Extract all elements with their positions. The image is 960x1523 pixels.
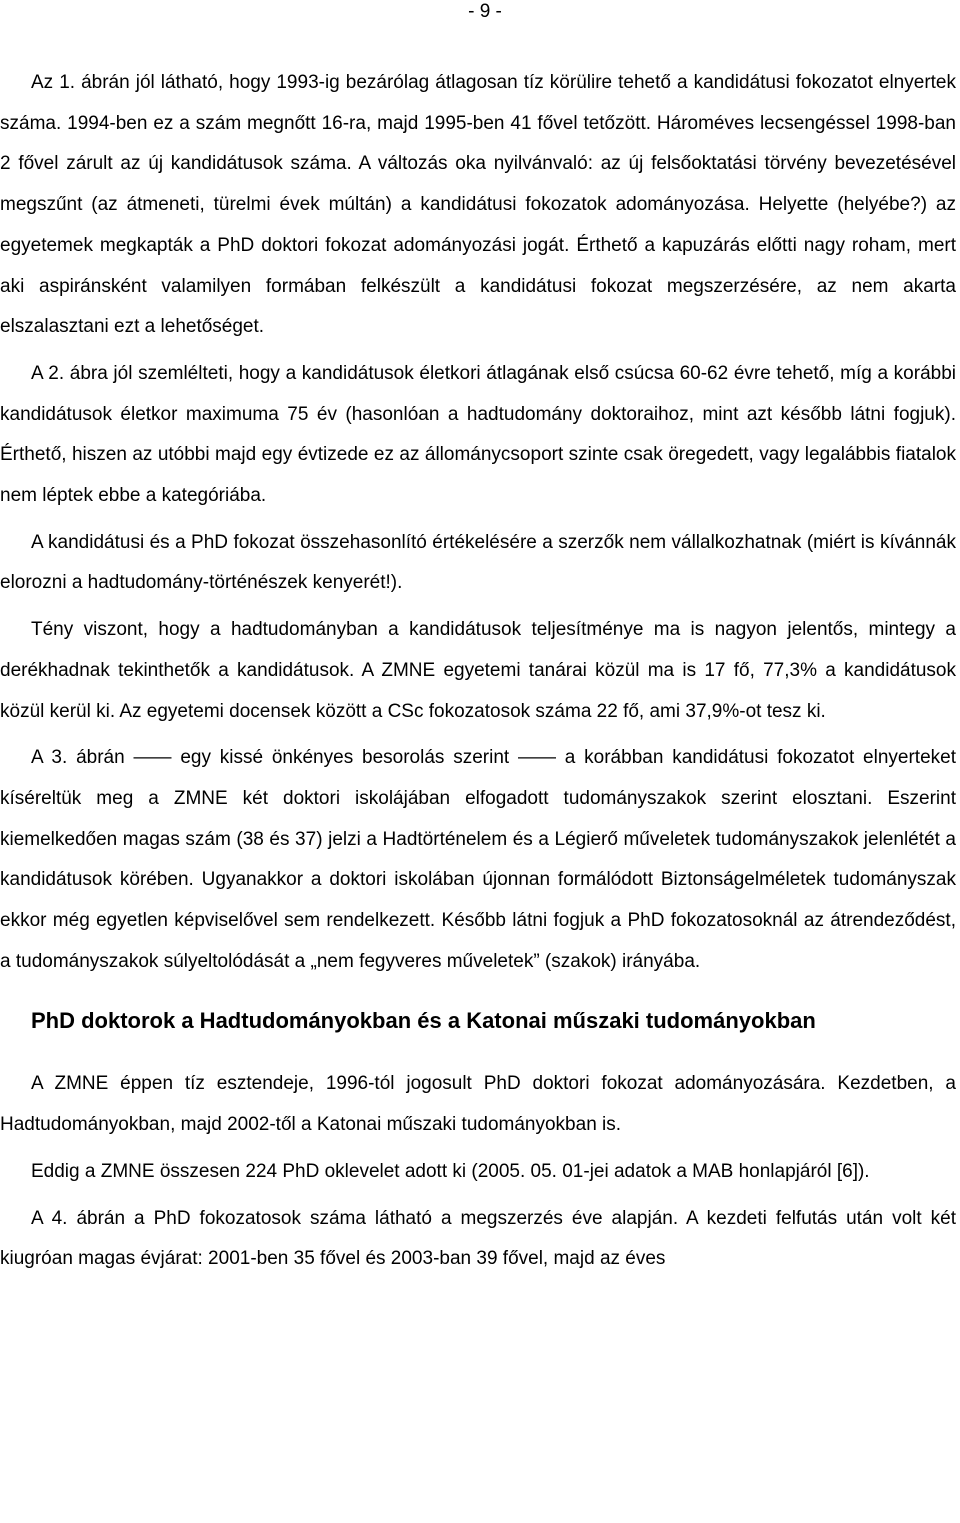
paragraph-5: A 3. ábrán —— egy kissé önkényes besorolás szerint —— a korábban kandidátusi fokozatot elnyerteket kíséreltük meg a ZMNE két doktori iskolájában elfogadott tudományszakok szerint elosztani. Eszerint kiemelkedően magas szám (38 és 37) jelzi a Hadtörténelem és a Légierő műveletek tudományszakok jelenlétét a kandidátusok körében. Ugyanakkor a doktori iskolában újonnan formálódott Biztonságelméletek tudományszak ekkor még egyetlen képviselővel sem rendelkezett. Később látni fogjuk a PhD fokozatosoknál az átrendeződést, a tudományszakok súlyeltolódását a „nem fegyveres műveletek” (szakok) irányába. (0, 747, 956, 972)
section-heading: PhD doktorok a Hadtudományokban és a Katonai műszaki tudományokban (31, 1008, 816, 1034)
document-body (0, 63, 956, 1280)
paragraph-4: Tény viszont, hogy a hadtudományban a kandidátusok teljesítménye ma is nagyon jelentős, mintegy a derékhadnak tekinthetők a kandidátusok. A ZMNE egyetemi tanárai közül ma is 17 fő, 77,3% a kandidátusok közül kerül ki. Az egyetemi docensek között a CSc fokozatosok száma 22 fő, ami 37,9%-ot tesz ki. (0, 619, 956, 722)
section-heading-wrap (0, 1006, 956, 1036)
paragraph-6: A ZMNE éppen tíz esztendeje, 1996-tól jogosult PhD doktori fokozat adományozására. Kezdetben, a Hadtudományokban, majd 2002-től a Katonai műszaki tudományokban is. (0, 1073, 956, 1136)
paragraph-8: A 4. ábrán a PhD fokozatosok száma látható a megszerzés éve alapján. A kezdeti felfutás után volt két kiugróan magas évjárat: 2001-ben 35 fővel és 2003-ban 39 fővel, majd az éves (0, 1207, 956, 1270)
paragraph-7: Eddig a ZMNE összesen 224 PhD oklevelet adott ki (2005. 05. 01-jei adatok a MAB honlapjáról [6]). (31, 1160, 870, 1182)
paragraph-2: A 2. ábra jól szemlélteti, hogy a kandidátusok életkori átlagának első csúcsa 60-62 évre tehető, míg a korábbi kandidátusok életkor maximuma 75 év (hasonlóan a hadtudomány doktoraihoz, mint azt később látni fogjuk). Érthető, hiszen az utóbbi majd egy évtizede ez az állománycsoport szinte csak öregedett, vagy legalábbis fiatalok nem léptek ebbe a kategóriába. (0, 362, 956, 507)
paragraph-3: A kandidátusi és a PhD fokozat összehasonlító értékelésére a szerzők nem vállalkozhatnak (miért is kívánnák elorozni a hadtudomány-történészek kenyerét!). (0, 531, 956, 594)
page-number: - 9 - (468, 1, 502, 22)
paragraph-1: Az 1. ábrán jól látható, hogy 1993-ig bezárólag átlagosan tíz körülire tehető a kandidátusi fokozatot elnyertek száma. 1994-ben ez a szám megnőtt 16-ra, majd 1995-ben 41 fővel tetőzött. Hároméves lecsengéssel 1998-ban 2 fővel zárult az új kandidátusok száma. A változás oka nyilvánvaló: az új felsőoktatási törvény bevezetésével megszűnt (az átmeneti, türelmi évek múltán) a kandidátusi fokozatok adományozása. Helyette (helyébe?) az egyetemek megkapták a PhD doktori fokozat adományozási jogát. Érthető a kapuzárás előtti nagy roham, mert aki aspiránsként valamilyen formában felkészült a kandidátusi fokozat megszerzésére, az nem akarta elszalasztani ezt a lehetőséget. (0, 72, 956, 338)
